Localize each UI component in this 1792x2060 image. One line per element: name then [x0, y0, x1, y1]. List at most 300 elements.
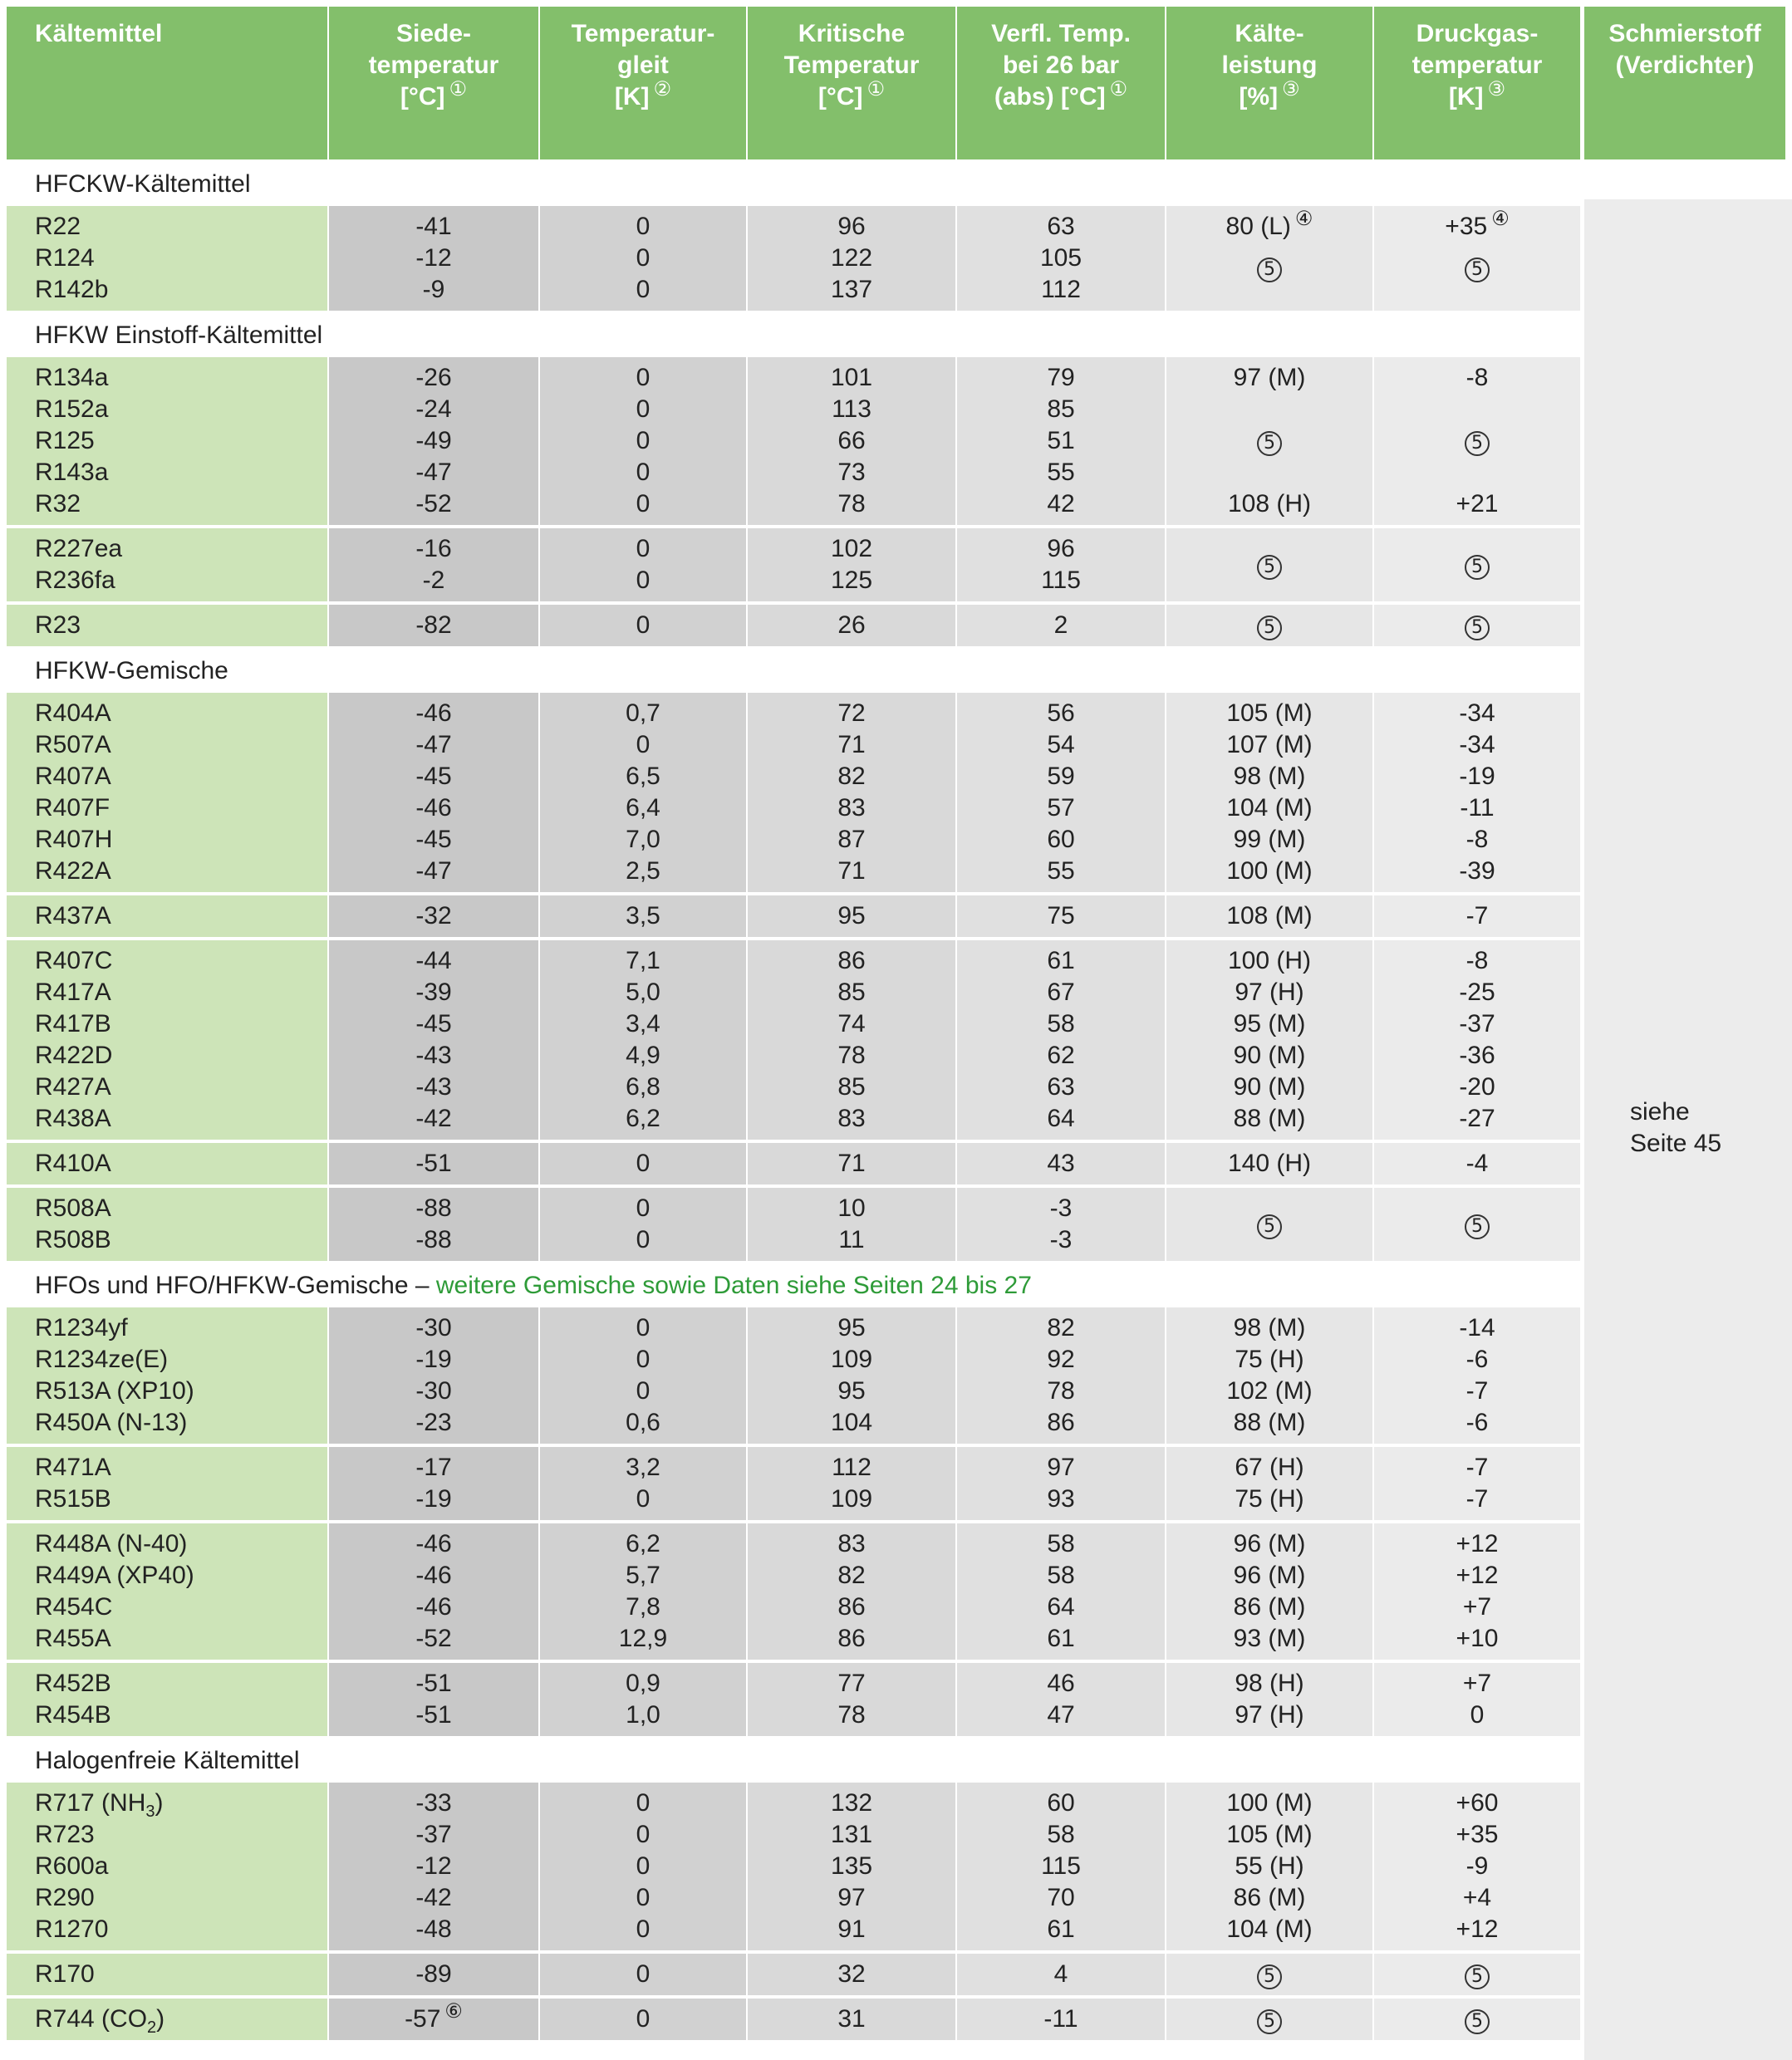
cell-cond-temp — [957, 1783, 1165, 1950]
value-line: -7 — [1466, 902, 1489, 929]
value-line: 104 (M) — [1226, 1915, 1313, 1943]
cell-boiling-temp — [329, 1188, 538, 1261]
value-line: 58 — [1047, 1821, 1075, 1848]
section-title: HFCKW-Kältemittel — [35, 170, 251, 198]
cell-glide — [540, 1143, 746, 1184]
value-line: 0 — [636, 427, 651, 454]
value-line: 6,2 — [626, 1530, 660, 1557]
value-line: 57 — [1047, 794, 1075, 822]
cell-critical-temp — [748, 940, 955, 1140]
cell-glide — [540, 940, 746, 1140]
refrigerant-name: R142b — [35, 276, 109, 303]
value-line: 5,7 — [626, 1562, 660, 1589]
value-line: 100 (M) — [1226, 1789, 1313, 1817]
value-line: -12 — [415, 244, 452, 272]
value-line: -12 — [415, 1852, 452, 1880]
value-line: 54 — [1047, 731, 1075, 758]
value-line — [1166, 2004, 1372, 2035]
value-line: 0 — [636, 1789, 651, 1817]
value-line — [1374, 2004, 1580, 2035]
cell-critical-temp — [748, 1783, 955, 1950]
value-line: 83 — [837, 1530, 866, 1557]
refrigerant-name: R22 — [35, 213, 81, 240]
value-line: 104 (M) — [1226, 794, 1313, 822]
value-line: -42 — [415, 1105, 452, 1132]
cell-discharge-temp — [1374, 605, 1580, 646]
value-line: 105 (M) — [1226, 1821, 1313, 1848]
refrigerant-name: R454B — [35, 1701, 111, 1729]
value-line: 7,0 — [626, 826, 660, 853]
value-line: 73 — [837, 459, 866, 486]
value-line: -45 — [415, 826, 452, 853]
value-line: 0 — [636, 1852, 651, 1880]
value-line: -37 — [415, 1821, 452, 1848]
refrigerant-name: R1234yf — [35, 1314, 128, 1341]
cell-boiling-temp — [329, 1663, 538, 1736]
cell-critical-temp — [748, 895, 955, 937]
value-line — [1374, 549, 1580, 581]
refrigerant-name: R290 — [35, 1884, 95, 1911]
header-line: Siede- — [395, 20, 472, 47]
value-line: -7 — [1466, 1485, 1489, 1513]
value-line: -3 — [1049, 1226, 1073, 1253]
cell-critical-temp — [748, 1523, 955, 1660]
value-line: 42 — [1047, 490, 1075, 517]
value-line: +4 — [1462, 1884, 1492, 1911]
value-line: -19 — [415, 1346, 452, 1373]
footnote-marker: 5 — [1257, 258, 1282, 282]
header-line: Temperatur — [783, 52, 920, 79]
cell-capacity — [1166, 940, 1372, 1140]
value-line: 140 (H) — [1227, 1150, 1312, 1177]
refrigerant-name: R437A — [35, 902, 111, 929]
refrigerant-name: R452B — [35, 1670, 111, 1697]
cell-cond-temp — [957, 357, 1165, 525]
header-line: [K] ③ — [1448, 78, 1506, 110]
value-line: 59 — [1047, 763, 1075, 790]
value-line: -48 — [415, 1915, 452, 1943]
value-line: 96 (M) — [1233, 1562, 1306, 1589]
value-line: -2 — [422, 566, 445, 594]
cell-glide — [540, 1447, 746, 1520]
value-line: 96 — [837, 213, 866, 240]
value-line: 0 — [636, 1960, 651, 1988]
section-link: weitere Gemische sowie Daten siehe Seiten 24 bis 27 — [435, 1272, 1032, 1299]
value-line: 7,1 — [626, 947, 660, 974]
cell-cond-temp — [957, 1663, 1165, 1736]
value-line: 0 — [636, 1226, 651, 1253]
section-title: Halogenfreie Kältemittel — [35, 1747, 300, 1774]
refrigerant-name: R507A — [35, 731, 111, 758]
header-line: Schmierstoff — [1608, 20, 1761, 47]
cell-critical-temp — [748, 1188, 955, 1261]
value-line: 0 — [636, 1377, 651, 1405]
value-line: 0 — [636, 276, 651, 303]
value-line: 137 — [830, 276, 873, 303]
cell-critical-temp — [748, 206, 955, 311]
value-line: -9 — [422, 276, 445, 303]
cell-name — [7, 895, 327, 937]
header-line: temperatur — [368, 52, 499, 79]
value-line: 61 — [1047, 947, 1075, 974]
value-line — [1166, 610, 1372, 641]
refrigerant-name: R410A — [35, 1150, 111, 1177]
value-line: -46 — [415, 1593, 452, 1621]
value-line: 55 — [1047, 857, 1075, 885]
value-line: 71 — [837, 1150, 866, 1177]
cell-cond-temp — [957, 1954, 1165, 1995]
cell-cond-temp — [957, 206, 1165, 311]
value-line: -88 — [415, 1226, 452, 1253]
header-cell-4 — [957, 7, 1165, 159]
cell-name — [7, 940, 327, 1140]
footnote-marker: 5 — [1257, 616, 1282, 640]
value-line: 67 — [1047, 978, 1075, 1006]
cell-cond-temp — [957, 1999, 1165, 2040]
value-line: 5,0 — [626, 978, 660, 1006]
value-line — [1374, 1959, 1580, 1990]
value-line: 0 — [636, 535, 651, 562]
value-line: -36 — [1459, 1042, 1495, 1069]
value-line: -46 — [415, 794, 452, 822]
cell-glide — [540, 1307, 746, 1444]
refrigerant-name: R407H — [35, 826, 113, 853]
lubricant-note-line-1: siehe — [1630, 1098, 1690, 1126]
value-line: 90 (M) — [1233, 1073, 1306, 1101]
value-line: -8 — [1466, 947, 1489, 974]
value-line: 125 — [830, 566, 873, 594]
header-line: (abs) [°C] ① — [994, 78, 1128, 110]
footnote-marker: 5 — [1465, 616, 1490, 640]
value-line: +21 — [1456, 490, 1499, 517]
value-line — [1166, 457, 1372, 488]
value-line: 109 — [830, 1346, 873, 1373]
value-line: -32 — [415, 902, 452, 929]
value-line: 0 — [636, 213, 651, 240]
value-line: 97 — [1047, 1454, 1075, 1481]
value-line: 105 — [1039, 244, 1083, 272]
value-line: 75 (H) — [1235, 1346, 1304, 1373]
value-line: 113 — [832, 395, 871, 423]
value-line: 99 (M) — [1233, 826, 1306, 853]
footnote-marker: 5 — [1465, 1964, 1490, 1989]
value-line: 26 — [837, 611, 866, 639]
value-line: -52 — [415, 1625, 452, 1652]
value-line: 82 — [837, 763, 866, 790]
value-line: 97 (H) — [1235, 1701, 1304, 1729]
value-line: +60 — [1456, 1789, 1499, 1817]
cell-name — [7, 693, 327, 892]
refrigerant-name: R407F — [35, 794, 110, 822]
value-line: -14 — [1459, 1314, 1495, 1341]
value-line: -8 — [1466, 364, 1489, 391]
value-line: 83 — [837, 794, 866, 822]
value-line — [1166, 252, 1372, 283]
value-line: -34 — [1459, 699, 1495, 727]
cell-boiling-temp — [329, 693, 538, 892]
cell-glide — [540, 1663, 746, 1736]
value-line: 0 — [636, 731, 651, 758]
value-line: 60 — [1047, 1789, 1075, 1817]
value-line: +7 — [1462, 1670, 1492, 1697]
value-line: -41 — [415, 213, 452, 240]
value-line: 82 — [837, 1562, 866, 1589]
footnote-marker: 5 — [1257, 2009, 1282, 2034]
refrigerant-name: R515B — [35, 1485, 111, 1513]
value-line: 85 — [837, 978, 866, 1006]
cell-critical-temp — [748, 357, 955, 525]
refrigerant-name: R125 — [35, 427, 95, 454]
cell-boiling-temp — [329, 528, 538, 601]
cell-name — [7, 528, 327, 601]
value-line: 86 — [837, 947, 866, 974]
value-line: 107 (M) — [1226, 731, 1313, 758]
footnote-marker: ⑥ — [444, 2000, 463, 2023]
value-line: 51 — [1047, 427, 1075, 454]
cell-name — [7, 1663, 327, 1736]
value-line: 72 — [837, 699, 866, 727]
cell-critical-temp — [748, 1663, 955, 1736]
refrigerant-name: R717 $(NH_3)$ — [35, 1789, 164, 1821]
section-title: HFKW-Gemische — [35, 657, 228, 684]
value-line: -45 — [415, 763, 452, 790]
value-line: 108 (H) — [1227, 490, 1312, 517]
header-line: (Verdichter) — [1615, 52, 1755, 79]
value-line: 86 — [837, 1593, 866, 1621]
value-line: -82 — [415, 611, 452, 639]
cell-boiling-temp — [329, 1307, 538, 1444]
value-line: -24 — [415, 395, 452, 423]
value-line: 63 — [1047, 213, 1075, 240]
cell-critical-temp — [748, 1447, 955, 1520]
cell-discharge-temp — [1374, 1954, 1580, 1995]
refrigerant-name: R449A (XP40) — [35, 1562, 194, 1589]
value-line: 101 — [830, 364, 873, 391]
cell-discharge-temp — [1374, 528, 1580, 601]
value-line: 3,5 — [626, 902, 660, 929]
value-line: 115 — [1041, 566, 1081, 594]
cell-capacity — [1166, 693, 1372, 892]
value-line: 78 — [837, 1042, 866, 1069]
value-line: 0,6 — [626, 1409, 660, 1436]
value-line: 0 — [636, 1314, 651, 1341]
value-line: 2,5 — [626, 857, 660, 885]
cell-discharge-temp — [1374, 1188, 1580, 1261]
value-line: 93 (M) — [1233, 1625, 1306, 1652]
footnote-marker: ① — [1109, 78, 1128, 101]
value-line: 66 — [837, 427, 866, 454]
header-line: Kälte- — [1235, 20, 1304, 47]
value-line: 95 — [837, 902, 866, 929]
value-line: 88 (M) — [1233, 1105, 1306, 1132]
refrigerant-name: R227ea — [35, 535, 123, 562]
cell-name — [7, 1307, 327, 1444]
value-line: -30 — [415, 1377, 452, 1405]
value-line: 0 — [636, 395, 651, 423]
cell-critical-temp — [748, 528, 955, 601]
refrigerant-name: R723 — [35, 1821, 95, 1848]
refrigerant-name: R1234ze(E) — [35, 1346, 169, 1373]
value-line: -6 — [1466, 1346, 1489, 1373]
value-line: 0 — [636, 2005, 651, 2033]
value-line: -33 — [415, 1789, 452, 1817]
refrigerant-name: R422D — [35, 1042, 113, 1069]
value-line: 0 — [636, 1884, 651, 1911]
value-line: 70 — [1047, 1884, 1075, 1911]
value-line: 3,2 — [626, 1454, 660, 1481]
value-line: -88 — [415, 1194, 452, 1222]
header-line: temperatur — [1412, 52, 1543, 79]
value-line: 95 — [837, 1377, 866, 1405]
cell-glide — [540, 528, 746, 601]
value-line: 7,8 — [626, 1593, 660, 1621]
cell-cond-temp — [957, 605, 1165, 646]
value-line: -39 — [1459, 857, 1495, 885]
value-line: -7 — [1466, 1454, 1489, 1481]
value-line: +12 — [1456, 1915, 1499, 1943]
value-line: 71 — [837, 857, 866, 885]
value-line: 132 — [830, 1789, 873, 1817]
value-line: 105 (M) — [1226, 699, 1313, 727]
value-line: -46 — [415, 699, 452, 727]
footnote-marker: 5 — [1257, 1964, 1282, 1989]
value-line: 43 — [1047, 1150, 1075, 1177]
cell-capacity — [1166, 357, 1372, 525]
value-line: +35 ④ — [1445, 208, 1510, 240]
refrigerant-name: R152a — [35, 395, 109, 423]
value-line: 0 — [636, 1150, 651, 1177]
value-line: 60 — [1047, 826, 1075, 853]
footnote-marker: 5 — [1257, 1214, 1282, 1239]
value-line: 104 — [830, 1409, 873, 1436]
value-line: 0 — [636, 1821, 651, 1848]
value-line: 91 — [837, 1915, 866, 1943]
cell-discharge-temp — [1374, 1663, 1580, 1736]
value-line: 0 — [636, 244, 651, 272]
value-line: 55 — [1047, 459, 1075, 486]
value-line: 61 — [1047, 1915, 1075, 1943]
header-line: Kritische — [798, 20, 906, 47]
cell-name — [7, 1447, 327, 1520]
value-line: -45 — [415, 1010, 452, 1037]
footnote-marker: ③ — [1487, 78, 1506, 101]
cell-capacity — [1166, 895, 1372, 937]
cell-name — [7, 1188, 327, 1261]
value-line: -20 — [1459, 1073, 1495, 1101]
value-line: -9 — [1466, 1852, 1489, 1880]
value-line: +12 — [1456, 1562, 1499, 1589]
cell-discharge-temp — [1374, 1523, 1580, 1660]
header-line: bei 26 bar — [1002, 52, 1120, 79]
header-line: gleit — [617, 52, 669, 79]
cell-discharge-temp — [1374, 1307, 1580, 1444]
value-line: +12 — [1456, 1530, 1499, 1557]
value-line: 58 — [1047, 1562, 1075, 1589]
refrigerant-name: R23 — [35, 611, 81, 639]
header-line: [K] ② — [614, 78, 672, 110]
value-line: -19 — [1459, 763, 1495, 790]
value-line: 98 (M) — [1233, 763, 1306, 790]
footnote-marker: ③ — [1282, 78, 1300, 101]
cell-capacity — [1166, 206, 1372, 311]
refrigerant-name: R134a — [35, 364, 109, 391]
value-line: 56 — [1047, 699, 1075, 727]
value-line: 55 (H) — [1235, 1852, 1304, 1880]
value-line: 98 (H) — [1235, 1670, 1304, 1697]
value-line: 0,7 — [626, 699, 660, 727]
cell-cond-temp — [957, 693, 1165, 892]
cell-capacity — [1166, 1143, 1372, 1184]
value-line: 88 (M) — [1233, 1409, 1306, 1436]
cell-critical-temp — [748, 1999, 955, 2040]
refrigerant-name: R170 — [35, 1960, 95, 1988]
cell-cond-temp — [957, 1307, 1165, 1444]
refrigerant-name: R407C — [35, 947, 113, 974]
cell-boiling-temp — [329, 1523, 538, 1660]
header-line: Temperatur- — [571, 20, 715, 47]
refrigerant-name: R471A — [35, 1454, 111, 1481]
cell-capacity — [1166, 1663, 1372, 1736]
value-line: 85 — [837, 1073, 866, 1101]
cell-glide — [540, 1999, 746, 2040]
value-line: 6,5 — [626, 763, 660, 790]
value-line: 77 — [837, 1670, 866, 1697]
cell-capacity — [1166, 1999, 1372, 2040]
refrigerant-name: R448A (N-40) — [35, 1530, 188, 1557]
value-line: 78 — [1047, 1377, 1075, 1405]
cell-boiling-temp — [329, 1954, 538, 1995]
value-line: 3,4 — [626, 1010, 660, 1037]
value-line: -16 — [415, 535, 452, 562]
value-line: 97 — [837, 1884, 866, 1911]
value-line: 12,9 — [618, 1625, 668, 1652]
header-cell-0 — [7, 7, 327, 159]
value-line: 102 — [830, 535, 873, 562]
value-line: +7 — [1462, 1593, 1492, 1621]
cell-critical-temp — [748, 1143, 955, 1184]
footnote-marker: ① — [449, 78, 468, 101]
lubricant-note — [1630, 1096, 1721, 1160]
header-cell-7 — [1584, 7, 1785, 159]
cell-cond-temp — [957, 528, 1165, 601]
value-line: 112 — [1041, 276, 1081, 303]
value-line: 78 — [837, 1701, 866, 1729]
footnote-marker: ④ — [1294, 208, 1313, 230]
value-line: 98 (M) — [1233, 1314, 1306, 1341]
value-line: 109 — [830, 1485, 873, 1513]
value-line: -51 — [415, 1701, 452, 1729]
value-line: -44 — [415, 947, 452, 974]
value-line — [1166, 549, 1372, 581]
value-line — [1374, 394, 1580, 425]
cell-capacity — [1166, 1783, 1372, 1950]
value-line — [1374, 457, 1580, 488]
refrigerant-name: R1270 — [35, 1915, 109, 1943]
cell-critical-temp — [748, 1307, 955, 1444]
cell-name — [7, 1954, 327, 1995]
value-line: 97 (M) — [1233, 364, 1306, 391]
value-line: -4 — [1466, 1150, 1489, 1177]
value-line — [1374, 425, 1580, 457]
cell-glide — [540, 693, 746, 892]
value-line: -57 ⑥ — [405, 2000, 463, 2033]
cell-name — [7, 1523, 327, 1660]
refrigerant-name: R236fa — [35, 566, 115, 594]
cell-name — [7, 1999, 327, 2040]
cell-cond-temp — [957, 1447, 1165, 1520]
header-line: Kältemittel — [35, 20, 163, 47]
cell-cond-temp — [957, 1188, 1165, 1261]
